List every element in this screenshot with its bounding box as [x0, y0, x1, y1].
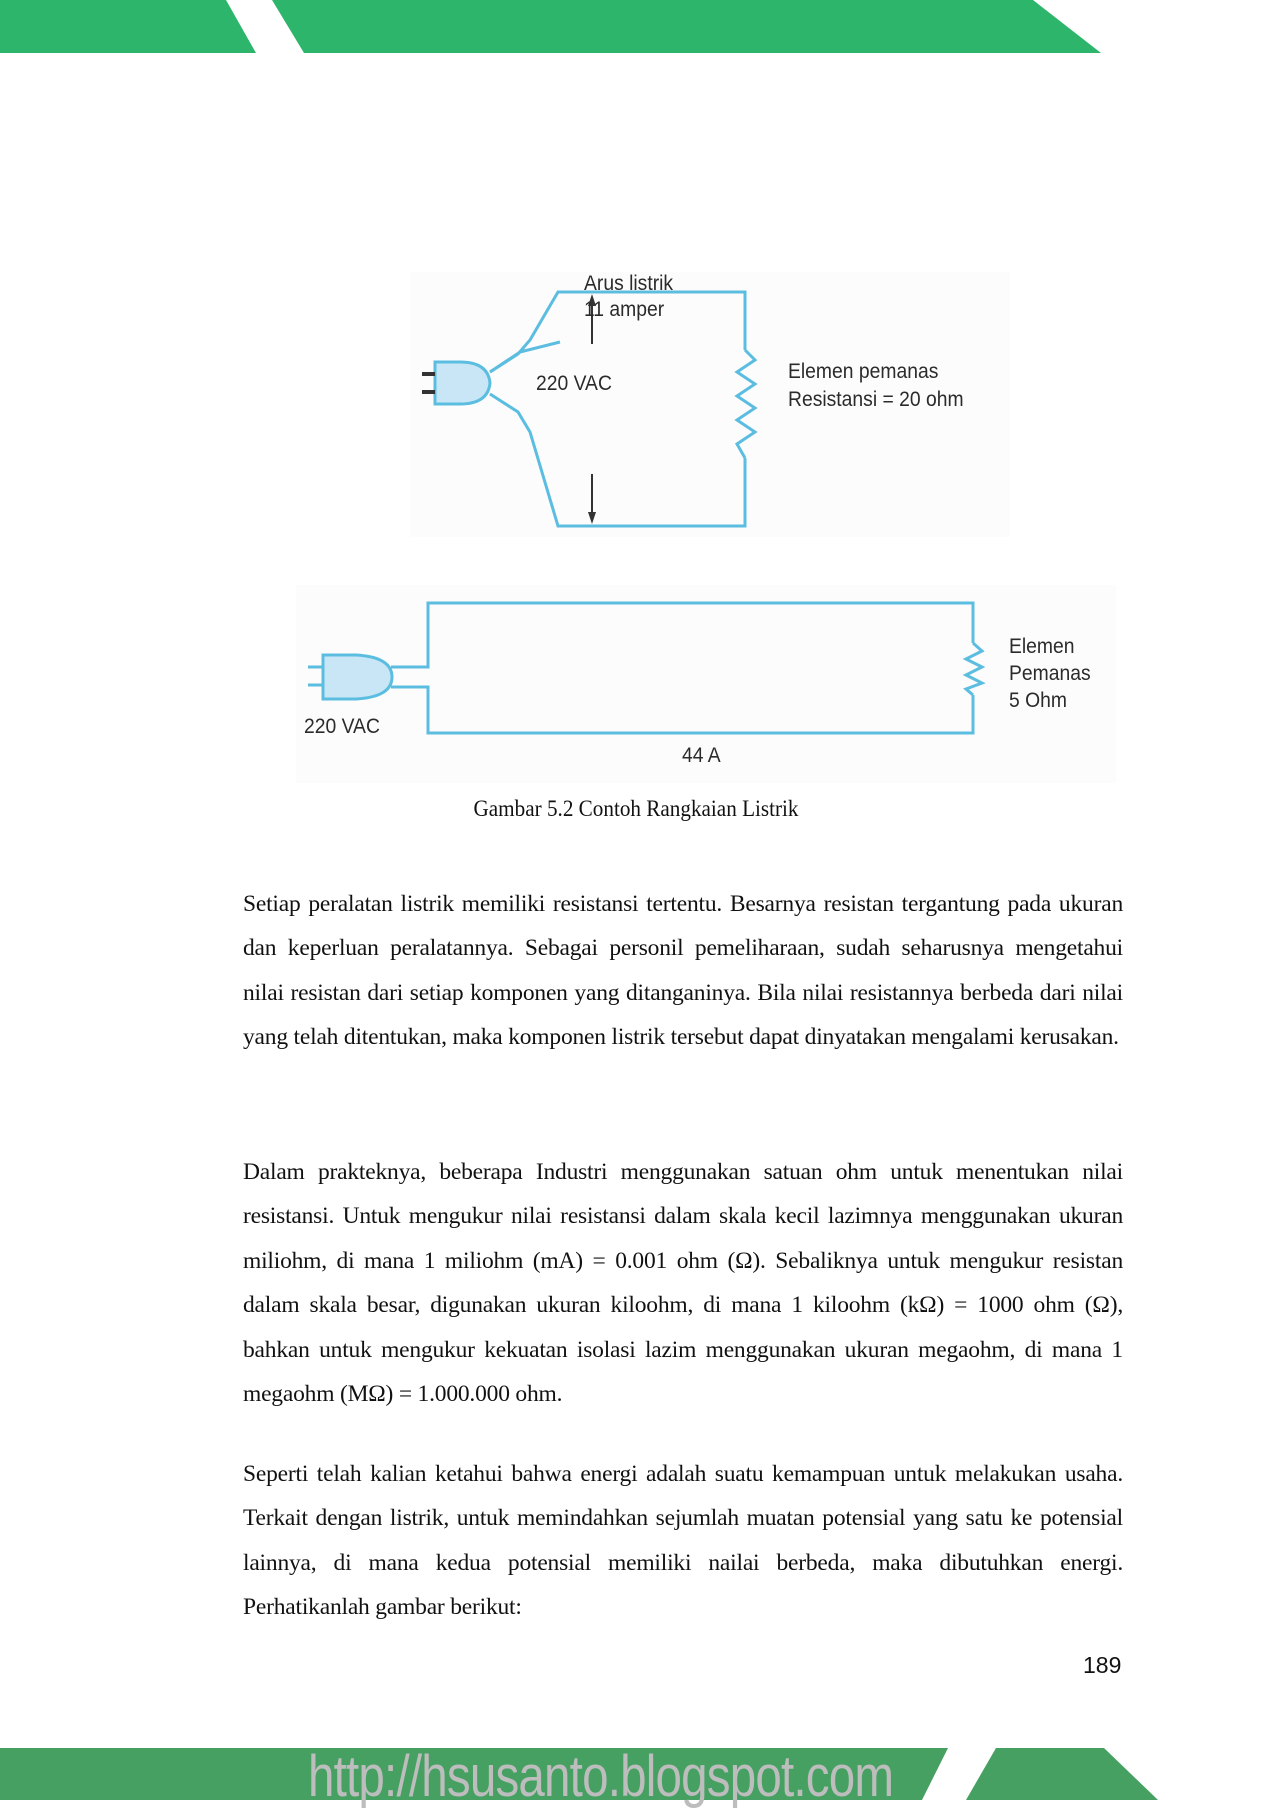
- paragraph-energy: Seperti telah kalian ketahui bahwa energi adalah suatu kemampuan untuk melakukan usaha. Terkait dengan listrik, untuk memindahkan sejumlah muatan potensial yang satu ke potensial lainnya, di mana kedua potensial memiliki nailai berbeda, maka dibutuhkan energi. Perhatikanlah gambar berikut:: [243, 1461, 1123, 1621]
- element-label-line2: Pemanas: [1009, 662, 1091, 685]
- header-decorative-bar: [0, 0, 1272, 56]
- figure-caption: Gambar 5.2 Contoh Rangkaian Listrik: [473, 796, 799, 821]
- resistance-label: Resistansi = 20 ohm: [788, 388, 964, 411]
- circuit-diagram-11-amper: [410, 272, 1010, 537]
- element-label-line1: Elemen: [1009, 635, 1075, 658]
- paragraph-ohm-units: Dalam prakteknya, beberapa Industri menggunakan satuan ohm untuk menentukan nilai resistansi. Untuk mengukur nilai resistansi dalam skala kecil lazimnya menggunakan ukuran miliohm, di mana 1 miliohm (mA) = 0.001 ohm (Ω). Sebaliknya untuk mengukur resistan dalam skala besar, digunakan ukuran kiloohm, di mana 1 kiloohm (kΩ) = 1000 ohm (Ω), bahkan untuk mengukur kekuatan isolasi lazim menggunakan ukuran megaohm, di mana 1 megaohm (MΩ) = 1.000.000 ohm.: [243, 1159, 1123, 1408]
- voltage-label: 220 VAC: [304, 715, 380, 738]
- circuit-diagram-44-ampere: [296, 585, 1116, 783]
- page-number: 189: [1083, 1652, 1122, 1678]
- current-label: 44 A: [682, 744, 721, 767]
- resistance-label: 5 Ohm: [1009, 689, 1067, 712]
- current-label: Arus listrik: [584, 272, 674, 295]
- paragraph-resistance-intro: Setiap peralatan listrik memiliki resistansi tertentu. Besarnya resistan tergantung pada ukuran dan keperluan peralatannya. Sebagai personil pemeliharaan, sudah seharusnya mengetahui nilai resistan dari setiap komponen yang ditanganinya. Bila nilai resistannya berbeda dari nilai yang telah ditentukan, maka komponen listrik tersebut dapat dinyatakan mengalami kerusakan.: [243, 891, 1123, 1051]
- voltage-label: 220 VAC: [536, 372, 612, 395]
- element-label: Elemen pemanas: [788, 360, 939, 383]
- watermark-url: http://hsusanto.blogspot.com: [308, 1744, 894, 1809]
- current-value-label: 11 amper: [584, 298, 665, 321]
